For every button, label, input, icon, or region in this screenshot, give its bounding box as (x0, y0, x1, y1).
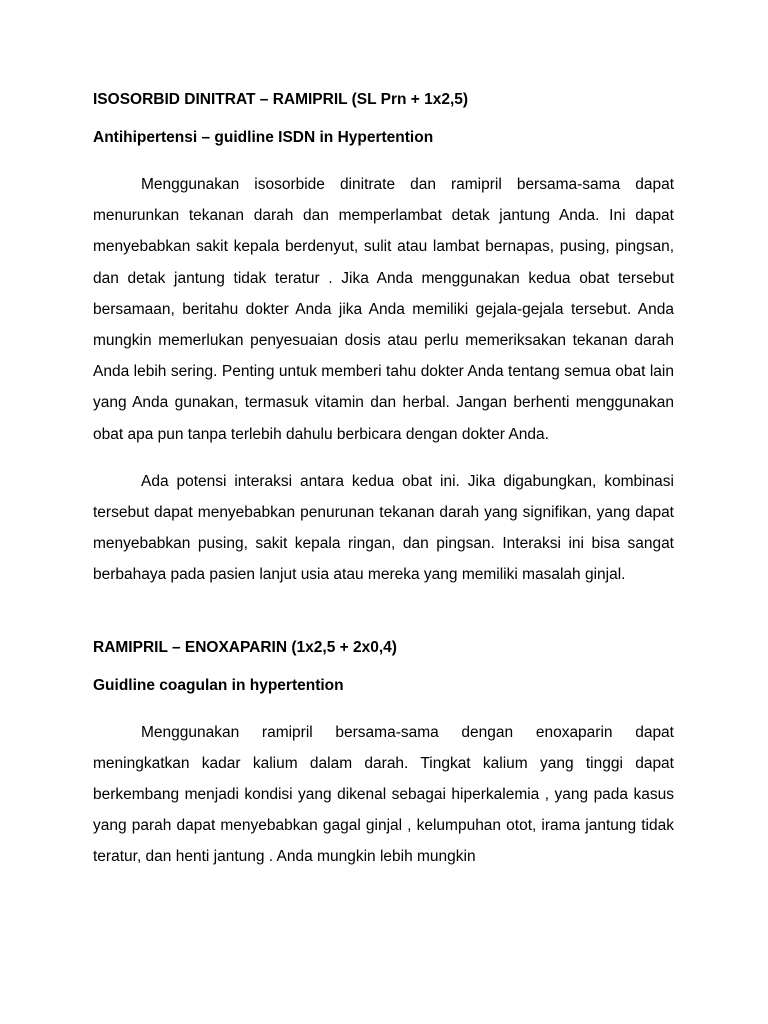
section-1-paragraph-1: Menggunakan isosorbide dinitrate dan ramipril bersama-sama dapat menurunkan tekanan darah dan memperlambat detak jantung Anda. Ini dapat menyebabkan sakit kepala berdenyut, sulit atau lambat bernapas, pusing, pingsan, dan detak jantung tidak teratur . Jika Anda menggunakan kedua obat tersebut bersamaan, beritahu dokter Anda jika Anda memiliki gejala-gejala tersebut. Anda mungkin memerlukan penyesuaian dosis atau perlu memeriksakan tekanan darah Anda lebih sering. Penting untuk memberi tahu dokter Anda tentang semua obat lain yang Anda gunakan, termasuk vitamin dan herbal. Jangan berhenti menggunakan obat apa pun tanpa terlebih dahulu berbicara dengan dokter Anda. (93, 176, 674, 443)
section-2-subtitle: Guidline coagulan in hypertention (93, 676, 344, 694)
section-2-title: RAMIPRIL – ENOXAPARIN (1x2,5 + 2x0,4) (93, 638, 397, 656)
section-1-title: ISOSORBID DINITRAT – RAMIPRIL (SL Prn + 1x2,5) (93, 91, 469, 108)
section-1-subtitle: Antihipertensi – guidline ISDN in Hypertention (93, 129, 434, 146)
section-2-paragraph-1: Menggunakan ramipril bersama-sama dengan enoxaparin dapat meningkatkan kadar kalium dalam darah. Tingkat kalium yang tinggi dapat berkembang menjadi kondisi yang dikenal sebagai hiperkalemia , yang pada kasus yang parah dapat menyebabkan gagal ginjal , kelumpuhan otot, irama jantung tidak teratur, dan henti jantung . Anda mungkin lebih mungkin (93, 723, 674, 866)
section-spacer (93, 607, 674, 638)
section-1-paragraph-2: Ada potensi interaksi antara kedua obat ini. Jika digabungkan, kombinasi tersebut dapat menyebabkan penurunan tekanan darah yang signifikan, yang dapat menyebabkan pusing, sakit kepala ringan, dan pingsan. Interaksi ini bisa sangat berbahaya pada pasien lanjut usia atau mereka yang memiliki masalah ginjal. (93, 472, 674, 584)
document-body (93, 90, 674, 889)
